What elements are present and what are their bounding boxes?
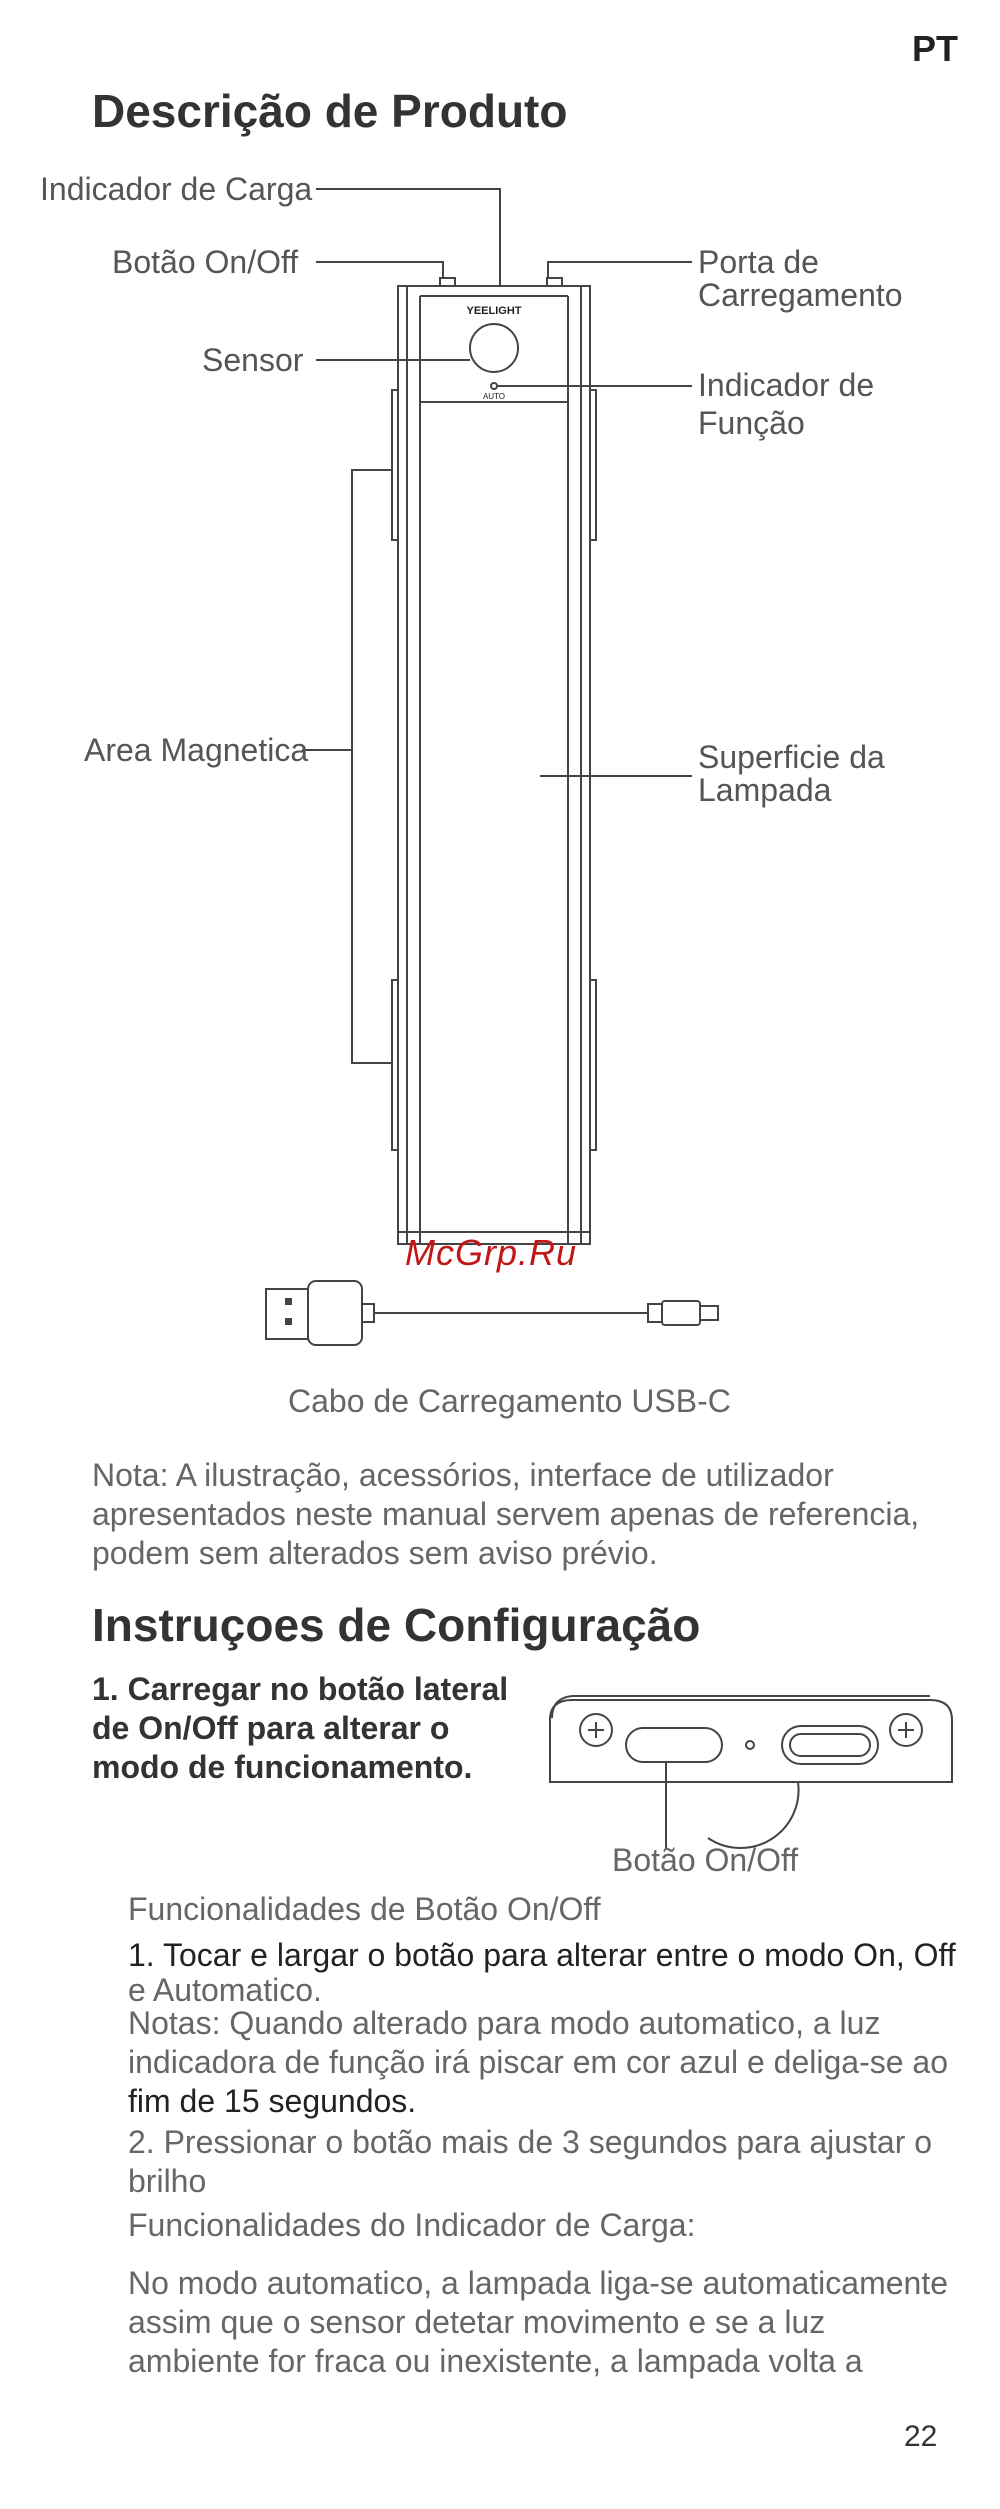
- label-lamp-surface-2: Lampada: [698, 772, 832, 808]
- auto-mode-line: assim que o sensor detetar movimento e se a luz: [128, 2304, 826, 2340]
- item-2-line: brilho: [128, 2163, 207, 2199]
- cable-caption: Cabo de Carregamento USB-C: [288, 1383, 731, 1419]
- device-brand: YEELIGHT: [466, 305, 522, 317]
- item-2-line: 2. Pressionar o botão mais de 3 segundos para ajustar o: [128, 2124, 933, 2160]
- label-function-indicator-2: Função: [698, 405, 805, 441]
- charge-functions-title: Funcionalidades do Indicador de Carga:: [128, 2207, 696, 2243]
- item-1-line: e Automatico.: [128, 1972, 322, 2008]
- device-mode-label: AUTO: [482, 392, 506, 401]
- notes-line: indicadora de função irá piscar em cor azul e deliga-se ao: [128, 2044, 949, 2080]
- item-1-line: 1. Tocar e largar o botão para alterar entre o modo On, Off: [128, 1937, 956, 1973]
- button-function-item-1: [128, 1936, 956, 2008]
- label-charging-port-2: Carregamento: [698, 277, 903, 313]
- notes-line: fim de 15 segundos.: [128, 2083, 417, 2119]
- note-line: Nota: A ilustração, acessórios, interface de utilizador: [92, 1457, 834, 1493]
- label-on-off-button: Botão On/Off: [112, 244, 299, 280]
- label-sensor: Sensor: [202, 342, 304, 378]
- step-1-line: 1. Carregar no botão lateral: [92, 1671, 509, 1707]
- auto-mode-paragraph: [128, 2264, 948, 2381]
- button-functions-title: Funcionalidades de Botão On/Off: [128, 1891, 601, 1927]
- product-description-title: Descrição de Produto: [92, 85, 568, 137]
- watermark: McGrp.Ru: [405, 1232, 578, 1273]
- page-number: 22: [904, 2420, 938, 2453]
- button-caption: Botão On/Off: [612, 1842, 799, 1878]
- auto-mode-line: ambiente for fraca ou inexistente, a lampada volta a: [128, 2343, 863, 2379]
- label-function-indicator: Indicador de: [698, 367, 875, 403]
- notes-paragraph: [128, 2004, 948, 2121]
- label-charge-indicator: Indicador de Carga: [40, 171, 313, 207]
- step-1-line: de On/Off para alterar o: [92, 1710, 450, 1746]
- step-1-line: modo de funcionamento.: [92, 1749, 473, 1785]
- note-line: podem sem alterados sem aviso prévio.: [92, 1535, 658, 1571]
- label-charging-port: Porta de: [698, 244, 819, 280]
- label-lamp-surface: Superficie da: [698, 739, 885, 775]
- button-function-item-2: [128, 2123, 932, 2201]
- label-magnetic-area: Area Magnetica: [84, 732, 309, 768]
- language-code: PT: [912, 28, 959, 69]
- setup-instructions-title: Instruçoes de Configuração: [92, 1599, 701, 1651]
- note-line: apresentados neste manual servem apenas de referencia,: [92, 1496, 920, 1532]
- notes-line: Notas: Quando alterado para modo automatico, a luz: [128, 2005, 881, 2041]
- auto-mode-line: No modo automatico, a lampada liga-se automaticamente: [128, 2265, 948, 2301]
